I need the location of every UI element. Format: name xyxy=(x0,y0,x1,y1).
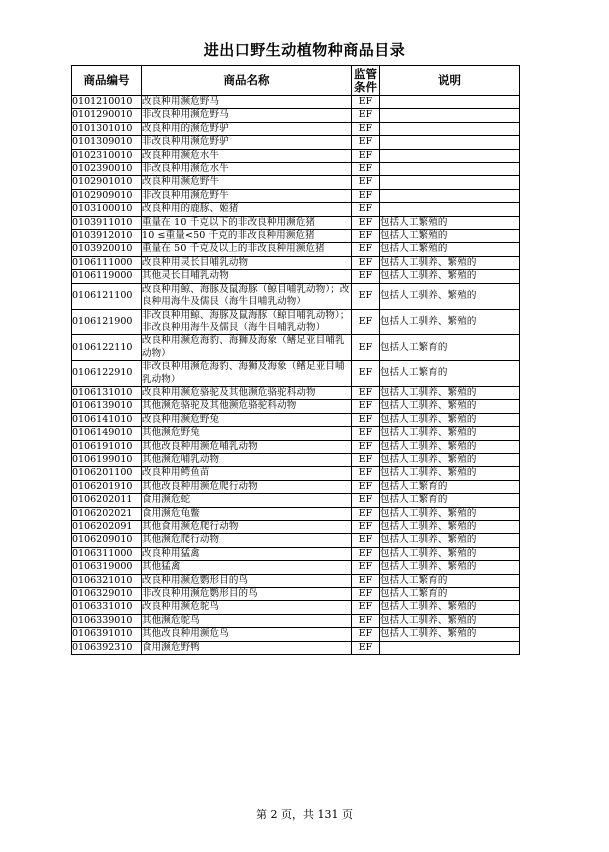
cell-code: 0102390010 xyxy=(72,163,142,176)
cell-code: 0106201910 xyxy=(72,480,142,493)
cell-cond: EF xyxy=(352,467,380,480)
cell-name: 其他灵长目哺乳动物 xyxy=(142,270,352,283)
cell-note: 包括人工驯养、繁殖的 xyxy=(380,507,520,520)
cell-note: 包括人工繁育的 xyxy=(380,588,520,601)
table-header-row xyxy=(72,66,520,96)
cell-note xyxy=(380,122,520,135)
cell-note: 包括人工驯养、繁殖的 xyxy=(380,534,520,547)
table-row xyxy=(72,361,520,387)
table-row xyxy=(72,440,520,453)
cell-code: 0106202091 xyxy=(72,521,142,534)
table-row xyxy=(72,601,520,614)
table-row xyxy=(72,386,520,399)
cell-note: 包括人工驯养、繁殖的 xyxy=(380,413,520,426)
header-code: 商品编号 xyxy=(72,66,142,96)
cell-name: 其他改良种用濒危鸟 xyxy=(142,628,352,641)
cell-name: 其他濒危鸵鸟 xyxy=(142,614,352,627)
cell-name: 非改良种用鲸、海豚及鼠海豚（鲸目哺乳动物）；非改良种用海牛及儒艮（海牛目哺乳动物） xyxy=(142,309,350,333)
cell-note xyxy=(380,641,520,654)
table-row xyxy=(72,413,520,426)
cell-name: 食用濒危龟鳖 xyxy=(142,507,352,520)
cell-cond: EF xyxy=(352,216,380,229)
cell-code: 0101210010 xyxy=(72,96,142,109)
cell-note: 包括人工繁殖的 xyxy=(380,243,520,256)
table-row xyxy=(72,507,520,520)
cell-name: 其他改良种用濒危哺乳动物 xyxy=(142,440,352,453)
cell-name: 改良种用鳄鱼苗 xyxy=(142,467,352,480)
cell-cond: EF xyxy=(352,230,380,243)
table-row xyxy=(72,243,520,256)
cell-cond: EF xyxy=(352,628,380,641)
cell-cond: EF xyxy=(352,243,380,256)
page-title: 进出口野生动植物种商品目录 xyxy=(203,41,406,59)
cell-name: 改良种用濒危鸵鸟 xyxy=(142,601,352,614)
cell-note: 包括人工驯养、繁殖的 xyxy=(380,270,520,283)
cell-cond: EF xyxy=(352,309,380,335)
cell-code: 0106122110 xyxy=(72,335,142,361)
table-row xyxy=(72,283,520,309)
cell-note xyxy=(380,163,520,176)
cell-code: 0106191010 xyxy=(72,440,142,453)
table-row xyxy=(72,628,520,641)
cell-name: 改良种用的鹿豚、姬猪 xyxy=(142,203,352,216)
cell-name: 改良种用濒危野牛 xyxy=(142,176,352,189)
cell-code: 0103912010 xyxy=(72,230,142,243)
cell-cond: EF xyxy=(352,400,380,413)
cell-cond: EF xyxy=(352,136,380,149)
cell-code: 0106201100 xyxy=(72,467,142,480)
cell-code: 0106202011 xyxy=(72,494,142,507)
cell-note xyxy=(380,96,520,109)
cell-name: 改良种用濒危海豹、海狮及海象（鳍足亚目哺乳动物） xyxy=(142,335,352,361)
table-row xyxy=(72,614,520,627)
cell-note: 包括人工繁育的 xyxy=(380,494,520,507)
cell-name: 改良种用的濒危野驴 xyxy=(142,122,352,135)
cell-code: 0106311000 xyxy=(72,547,142,560)
cell-cond: EF xyxy=(352,641,380,654)
cell-name: 重量在 50 千克及以上的非改良种用濒危猪 xyxy=(142,243,352,256)
cell-note: 包括人工驯养、繁殖的 xyxy=(380,628,520,641)
cell-note xyxy=(380,136,520,149)
table-row xyxy=(72,109,520,122)
cell-note: 包括人工驯养、繁殖的 xyxy=(380,283,520,309)
header-condition: 监管 条件 xyxy=(352,66,380,96)
cell-name: 非改良种用濒危野牛 xyxy=(142,189,352,202)
cell-cond: EF xyxy=(352,614,380,627)
cell-name: 其他食用濒危爬行动物 xyxy=(142,521,352,534)
table-row xyxy=(72,203,520,216)
cell-cond: EF xyxy=(352,386,380,399)
cell-cond: EF xyxy=(352,547,380,560)
cell-code: 0106321010 xyxy=(72,574,142,587)
table-row xyxy=(72,588,520,601)
cell-cond: EF xyxy=(352,256,380,269)
cell-cond: EF xyxy=(352,521,380,534)
cell-note: 包括人工驯养、繁殖的 xyxy=(380,427,520,440)
cell-code: 0106329010 xyxy=(72,588,142,601)
cell-cond: EF xyxy=(352,361,380,387)
cell-cond: EF xyxy=(352,149,380,162)
table-row xyxy=(72,136,520,149)
cell-cond: EF xyxy=(352,480,380,493)
table-row xyxy=(72,335,520,361)
cell-name: 改良种用濒危水牛 xyxy=(142,149,352,162)
commodity-table xyxy=(71,65,520,655)
cell-note xyxy=(380,109,520,122)
cell-name: 其他濒危哺乳动物 xyxy=(142,453,352,466)
table-row xyxy=(72,149,520,162)
cell-cond: EF xyxy=(352,189,380,202)
cell-cond: EF xyxy=(352,440,380,453)
header-name: 商品名称 xyxy=(142,66,352,96)
cell-cond: EF xyxy=(352,453,380,466)
cell-note xyxy=(380,203,520,216)
cell-code: 0103911010 xyxy=(72,216,142,229)
cell-code: 0102901010 xyxy=(72,176,142,189)
cell-name: 食用濒危野鸭 xyxy=(142,641,352,654)
cell-code: 0103920010 xyxy=(72,243,142,256)
cell-code: 0106141010 xyxy=(72,413,142,426)
cell-name: 其他猛禽 xyxy=(142,561,352,574)
table-body xyxy=(72,96,520,655)
cell-cond: EF xyxy=(352,561,380,574)
cell-cond: EF xyxy=(352,270,380,283)
cell-cond: EF xyxy=(352,163,380,176)
cell-cond: EF xyxy=(352,588,380,601)
cell-code: 0106199010 xyxy=(72,453,142,466)
table-row xyxy=(72,163,520,176)
cell-cond: EF xyxy=(352,109,380,122)
table-row xyxy=(72,189,520,202)
cell-note: 包括人工驯养、繁殖的 xyxy=(380,256,520,269)
table-row xyxy=(72,561,520,574)
cell-note: 包括人工驯养、繁殖的 xyxy=(380,386,520,399)
cell-code: 0106209010 xyxy=(72,534,142,547)
cell-note: 包括人工驯养、繁殖的 xyxy=(380,400,520,413)
cell-cond: EF xyxy=(352,176,380,189)
cell-note: 包括人工驯养、繁殖的 xyxy=(380,521,520,534)
cell-note: 包括人工驯养、繁殖的 xyxy=(380,453,520,466)
table-row xyxy=(72,574,520,587)
table-row xyxy=(72,534,520,547)
cell-code: 0106391010 xyxy=(72,628,142,641)
cell-note xyxy=(380,189,520,202)
cell-cond: EF xyxy=(352,507,380,520)
table-row xyxy=(72,270,520,283)
cell-code: 0106121100 xyxy=(72,283,142,309)
cell-code: 0106121900 xyxy=(72,309,142,335)
cell-name: 食用濒危蛇 xyxy=(142,494,352,507)
cell-cond: EF xyxy=(352,335,380,361)
table-row xyxy=(72,480,520,493)
cell-cond: EF xyxy=(352,574,380,587)
table-row xyxy=(72,494,520,507)
cell-cond: EF xyxy=(352,283,380,309)
cell-name: 其他濒危骆驼及其他濒危骆驼科动物 xyxy=(142,400,352,413)
cell-name: 改良种用濒危鹦形目的鸟 xyxy=(142,574,352,587)
cell-code: 0106202021 xyxy=(72,507,142,520)
cell-note: 包括人工驯养、繁殖的 xyxy=(380,467,520,480)
table-row xyxy=(72,230,520,243)
table-row xyxy=(72,400,520,413)
table-row xyxy=(72,641,520,654)
cell-note: 包括人工繁育的 xyxy=(380,335,520,361)
cell-note: 包括人工驯养、繁殖的 xyxy=(380,309,520,335)
cell-name: 改良种用猛禽 xyxy=(142,547,352,560)
cell-code: 0106122910 xyxy=(72,361,142,387)
cell-cond: EF xyxy=(352,122,380,135)
table-row xyxy=(72,309,520,335)
cell-note: 包括人工驯养、繁殖的 xyxy=(380,561,520,574)
cell-note: 包括人工繁育的 xyxy=(380,574,520,587)
cell-note xyxy=(380,149,520,162)
table-row xyxy=(72,96,520,109)
cell-name: 其他濒危野兔 xyxy=(142,427,352,440)
cell-name: 非改良种用濒危野马 xyxy=(142,109,352,122)
table-row xyxy=(72,521,520,534)
table-row xyxy=(72,256,520,269)
table-row xyxy=(72,427,520,440)
header-note: 说明 xyxy=(380,66,520,96)
cell-name: 非改良种用濒危鹦形目的鸟 xyxy=(142,588,352,601)
cell-name: 其他改良种用濒危爬行动物 xyxy=(142,480,352,493)
cell-note: 包括人工驯养、繁殖的 xyxy=(380,601,520,614)
cell-code: 0106111000 xyxy=(72,256,142,269)
cell-code: 0101309010 xyxy=(72,136,142,149)
cell-name: 非改良种用濒危海豹、海狮及海象（鳍足亚目哺乳动物） xyxy=(142,361,352,387)
cell-code: 0106131010 xyxy=(72,386,142,399)
table-row xyxy=(72,467,520,480)
table-row xyxy=(72,547,520,560)
table-row xyxy=(72,122,520,135)
cell-cond: EF xyxy=(352,494,380,507)
cell-code: 0106331010 xyxy=(72,601,142,614)
cell-code: 0101301010 xyxy=(72,122,142,135)
cell-name: 改良种用濒危野兔 xyxy=(142,413,352,426)
table-row xyxy=(72,176,520,189)
cell-code: 0101290010 xyxy=(72,109,142,122)
cell-name: 改良种用濒危野马 xyxy=(142,96,352,109)
cell-name: 10 ≤重量<50 千克的非改良种用濒危猪 xyxy=(142,230,352,243)
cell-cond: EF xyxy=(352,96,380,109)
cell-code: 0103100010 xyxy=(72,203,142,216)
cell-code: 0106319000 xyxy=(72,561,142,574)
cell-note: 包括人工繁育的 xyxy=(380,361,520,387)
cell-name: 改良种用濒危骆驼及其他濒危骆驼科动物 xyxy=(142,386,352,399)
cell-code: 0106149010 xyxy=(72,427,142,440)
cell-note: 包括人工繁育的 xyxy=(380,480,520,493)
cell-code: 0106139010 xyxy=(72,400,142,413)
cell-note: 包括人工驯养、繁殖的 xyxy=(380,614,520,627)
cell-name: 重量在 10 千克以下的非改良种用濒危猪 xyxy=(142,216,352,229)
cell-note: 包括人工繁殖的 xyxy=(380,230,520,243)
cell-code: 0102909010 xyxy=(72,189,142,202)
cell-code: 0106339010 xyxy=(72,614,142,627)
cell-name: 非改良种用濒危野驴 xyxy=(142,136,352,149)
cell-name: 改良种用灵长目哺乳动物 xyxy=(142,256,352,269)
cell-note: 包括人工繁殖的 xyxy=(380,216,520,229)
page-footer: 第 2 页，共 131 页 xyxy=(256,808,353,821)
cell-cond: EF xyxy=(352,427,380,440)
cell-cond: EF xyxy=(352,601,380,614)
cell-note: 包括人工驯养、繁殖的 xyxy=(380,547,520,560)
cell-name: 改良种用鲸、海豚及鼠海豚（鲸目哺乳动物）；改良种用海牛及儒艮（海牛目哺乳动物） xyxy=(142,283,350,308)
cell-name: 非改良种用濒危水牛 xyxy=(142,163,352,176)
table-row xyxy=(72,216,520,229)
cell-code: 0106119000 xyxy=(72,270,142,283)
cell-code: 0106392310 xyxy=(72,641,142,654)
cell-cond: EF xyxy=(352,534,380,547)
cell-note xyxy=(380,176,520,189)
cell-cond: EF xyxy=(352,203,380,216)
table-row xyxy=(72,453,520,466)
cell-cond: EF xyxy=(352,413,380,426)
cell-note: 包括人工驯养、繁殖的 xyxy=(380,440,520,453)
cell-code: 0102310010 xyxy=(72,149,142,162)
cell-name: 其他濒危爬行动物 xyxy=(142,534,352,547)
